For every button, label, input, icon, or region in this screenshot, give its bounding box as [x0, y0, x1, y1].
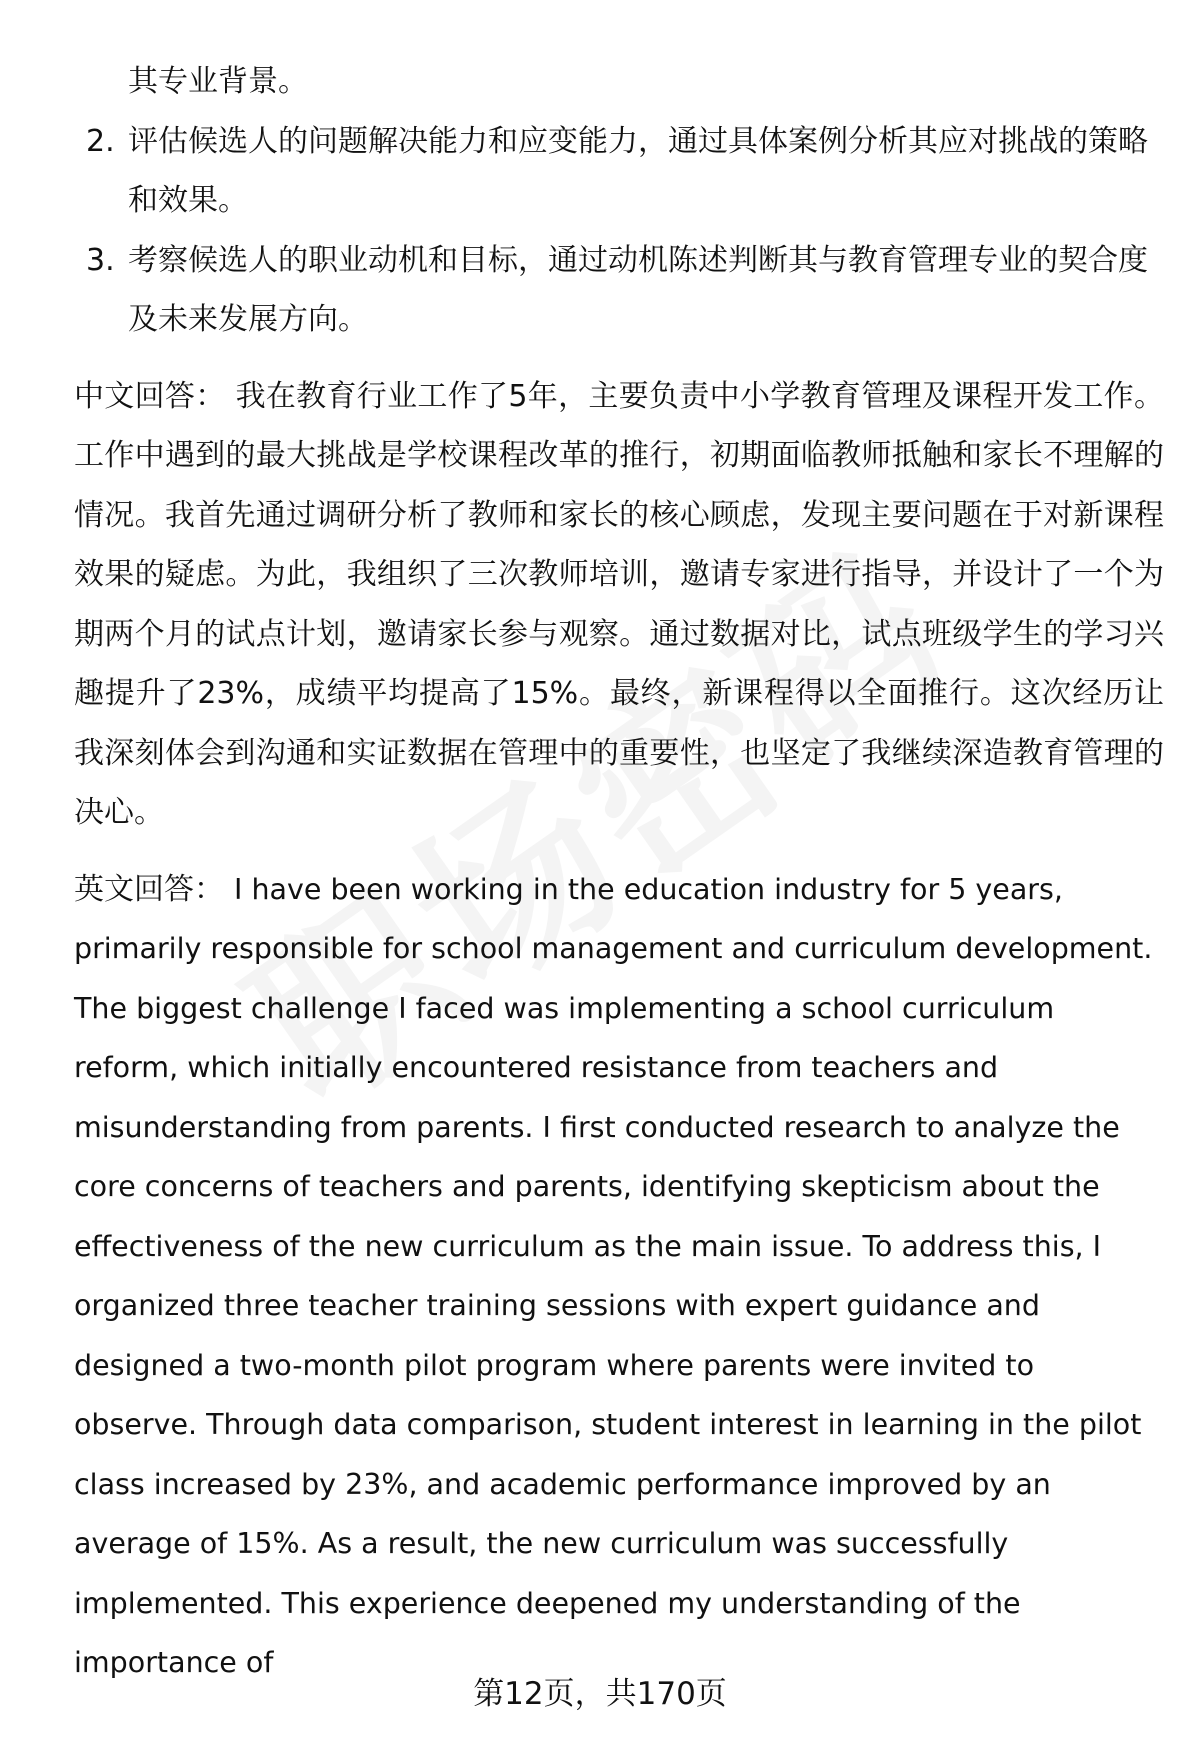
english-answer-text: I have been working in the education industry for 5 years, primarily responsible for school management and curriculum development. The biggest challenge I faced was implementing a school curriculum reform, which initially encountered resistance from teachers and misunderstanding from parents. I first conducted research to analyze the core concerns of teachers and parents, identifying skepticism about the effectiveness of the new curriculum as the main issue. To address this, I organized three teacher training sessions with expert guidance and designed a two-month pilot program where parents were invited to observe. Through data comparison, student interest in learning in the pilot class increased by 23%, and academic performance improved by an average of 15%. As a result, the new curriculum was successfully implemented. This experience deepened my understanding of the importance of: [74, 872, 1153, 1679]
list-item: [74, 112, 1164, 231]
list-item-number: 2.: [86, 123, 115, 159]
page-content: [74, 52, 1164, 1693]
list-item: [74, 231, 1164, 350]
evaluation-list: [74, 112, 1164, 350]
chinese-answer: [74, 367, 1164, 843]
english-answer-label: 英文回答：: [74, 871, 224, 907]
continued-text: 其专业背景。: [128, 64, 308, 99]
english-answer: [74, 860, 1164, 1693]
list-item-text: 评估候选人的问题解决能力和应变能力，通过具体案例分析其应对挑战的策略和效果。: [128, 123, 1148, 218]
list-item-number: 3.: [86, 242, 115, 278]
chinese-answer-text: 我在教育行业工作了5年，主要负责中小学教育管理及课程开发工作。工作中遇到的最大挑战是学校课程改革的推行，初期面临教师抵触和家长不理解的情况。我首先通过调研分析了教师和家长的核心顾虑，发现主要问题在于对新课程效果的疑虑。为此，我组织了三次教师培训，邀请专家进行指导，并设计了一个为期两个月的试点计划，邀请家长参与观察。通过数据对比，试点班级学生的学习兴趣提升了23%，成绩平均提高了15%。最终，新课程得以全面推行。这次经历让我深刻体会到沟通和实证数据在管理中的重要性，也坚定了我继续深造教育管理的决心。: [74, 378, 1164, 830]
chinese-answer-label: 中文回答：: [74, 378, 226, 414]
page-footer: 第12页，共170页: [473, 1676, 727, 1712]
list-item-text: 考察候选人的职业动机和目标，通过动机陈述判断其与教育管理专业的契合度及未来发展方向。: [128, 242, 1148, 337]
